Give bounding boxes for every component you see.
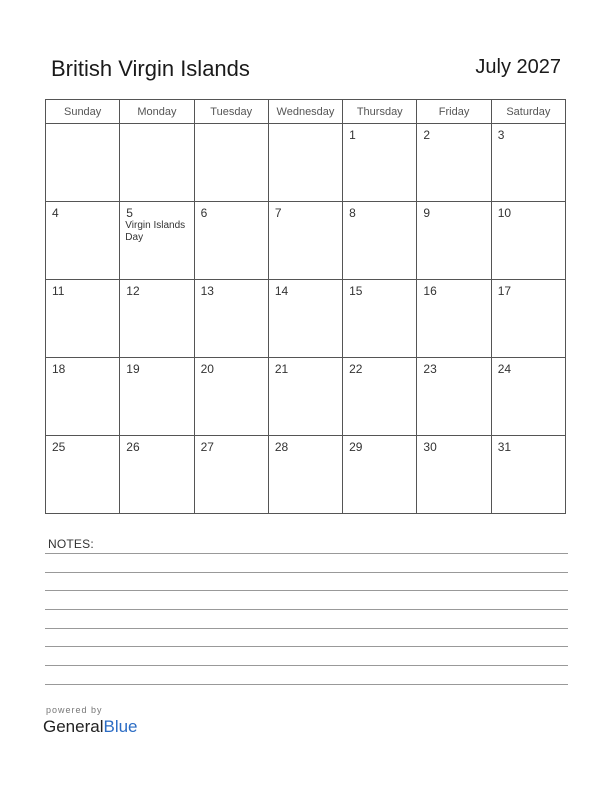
notes-line	[45, 646, 568, 647]
day-number: 10	[497, 206, 512, 220]
week-row	[46, 124, 566, 202]
day-cell	[343, 280, 417, 358]
day-cell	[268, 124, 342, 202]
day-number: 23	[423, 362, 437, 376]
day-number	[120, 124, 193, 128]
notes-line	[45, 665, 568, 666]
calendar-grid	[45, 99, 566, 514]
day-cell	[343, 124, 417, 202]
weekday-header: Tuesday	[194, 100, 268, 124]
day-cell	[491, 358, 565, 436]
day-number	[195, 124, 268, 128]
notes-line	[45, 553, 568, 554]
week-row	[46, 436, 566, 514]
calendar-month-title: July 2027	[475, 56, 561, 78]
weekday-header-row	[46, 100, 566, 124]
calendar-country-title: British Virgin Islands	[51, 56, 250, 81]
day-cell	[46, 358, 120, 436]
week-row	[46, 358, 566, 436]
day-cell	[120, 124, 194, 202]
day-cell	[46, 280, 120, 358]
day-number: 30	[423, 440, 437, 454]
powered-by-text: powered by	[46, 705, 103, 715]
week-row	[46, 202, 566, 280]
day-number: 29	[349, 440, 363, 454]
day-number: 15	[349, 284, 363, 298]
weekday-header: Monday	[120, 100, 194, 124]
day-number: 4	[52, 206, 59, 220]
week-row	[46, 280, 566, 358]
day-cell	[46, 436, 120, 514]
weekday-header: Friday	[417, 100, 491, 124]
day-number: 12	[126, 284, 140, 298]
day-cell	[343, 202, 417, 280]
day-cell	[268, 436, 342, 514]
day-cell	[268, 202, 342, 280]
day-cell	[268, 358, 342, 436]
day-number: 28	[274, 440, 289, 454]
day-number: 13	[200, 284, 214, 298]
day-cell	[194, 280, 268, 358]
day-number: 14	[274, 284, 289, 298]
day-cell	[417, 124, 491, 202]
day-number: 8	[349, 206, 356, 220]
day-cell	[491, 436, 565, 514]
day-cell	[120, 202, 194, 280]
day-number: 17	[497, 284, 512, 298]
day-cell	[120, 358, 194, 436]
day-number: 21	[274, 362, 289, 376]
day-cell	[268, 280, 342, 358]
day-number: 2	[423, 128, 431, 142]
day-cell	[194, 436, 268, 514]
day-cell	[343, 436, 417, 514]
day-cell	[417, 436, 491, 514]
notes-line	[45, 684, 568, 685]
day-number: 20	[200, 362, 214, 376]
day-cell	[417, 358, 491, 436]
day-cell	[491, 124, 565, 202]
notes-line	[45, 609, 568, 610]
day-cell	[120, 436, 194, 514]
day-cell	[417, 202, 491, 280]
day-cell	[194, 202, 268, 280]
day-number: 1	[349, 128, 356, 142]
logo-general-text: General	[43, 717, 104, 736]
day-number: 25	[52, 440, 66, 454]
day-number: 3	[497, 128, 505, 142]
day-number: 27	[200, 440, 214, 454]
notes-label: NOTES:	[48, 537, 94, 551]
notes-line	[45, 628, 568, 629]
weekday-header: Saturday	[491, 100, 565, 124]
day-number: 26	[126, 440, 140, 454]
day-cell	[343, 358, 417, 436]
day-number: 16	[423, 284, 437, 298]
day-number: 9	[423, 206, 431, 220]
day-cell	[417, 280, 491, 358]
day-number: 31	[497, 440, 512, 454]
day-number	[46, 124, 119, 128]
day-cell	[46, 202, 120, 280]
notes-line	[45, 590, 568, 591]
day-cell	[194, 124, 268, 202]
logo-blue-text: Blue	[103, 717, 138, 736]
generalblue-logo	[43, 717, 138, 737]
day-cell	[120, 280, 194, 358]
day-number: 24	[497, 362, 512, 376]
day-number: 5	[126, 206, 133, 220]
weekday-header: Wednesday	[268, 100, 342, 124]
day-cell	[194, 358, 268, 436]
weekday-header: Sunday	[46, 100, 120, 124]
day-number: 6	[200, 206, 208, 220]
day-number: 11	[52, 284, 65, 298]
day-cell	[491, 280, 565, 358]
day-number	[269, 124, 342, 128]
day-cell	[46, 124, 120, 202]
day-number: 22	[349, 362, 363, 376]
day-number: 7	[274, 206, 282, 220]
holiday-label: Virgin Islands Day	[125, 220, 186, 243]
notes-line	[45, 572, 568, 573]
day-number: 18	[52, 362, 66, 376]
weekday-header: Thursday	[343, 100, 417, 124]
day-number: 19	[126, 362, 140, 376]
day-cell	[491, 202, 565, 280]
